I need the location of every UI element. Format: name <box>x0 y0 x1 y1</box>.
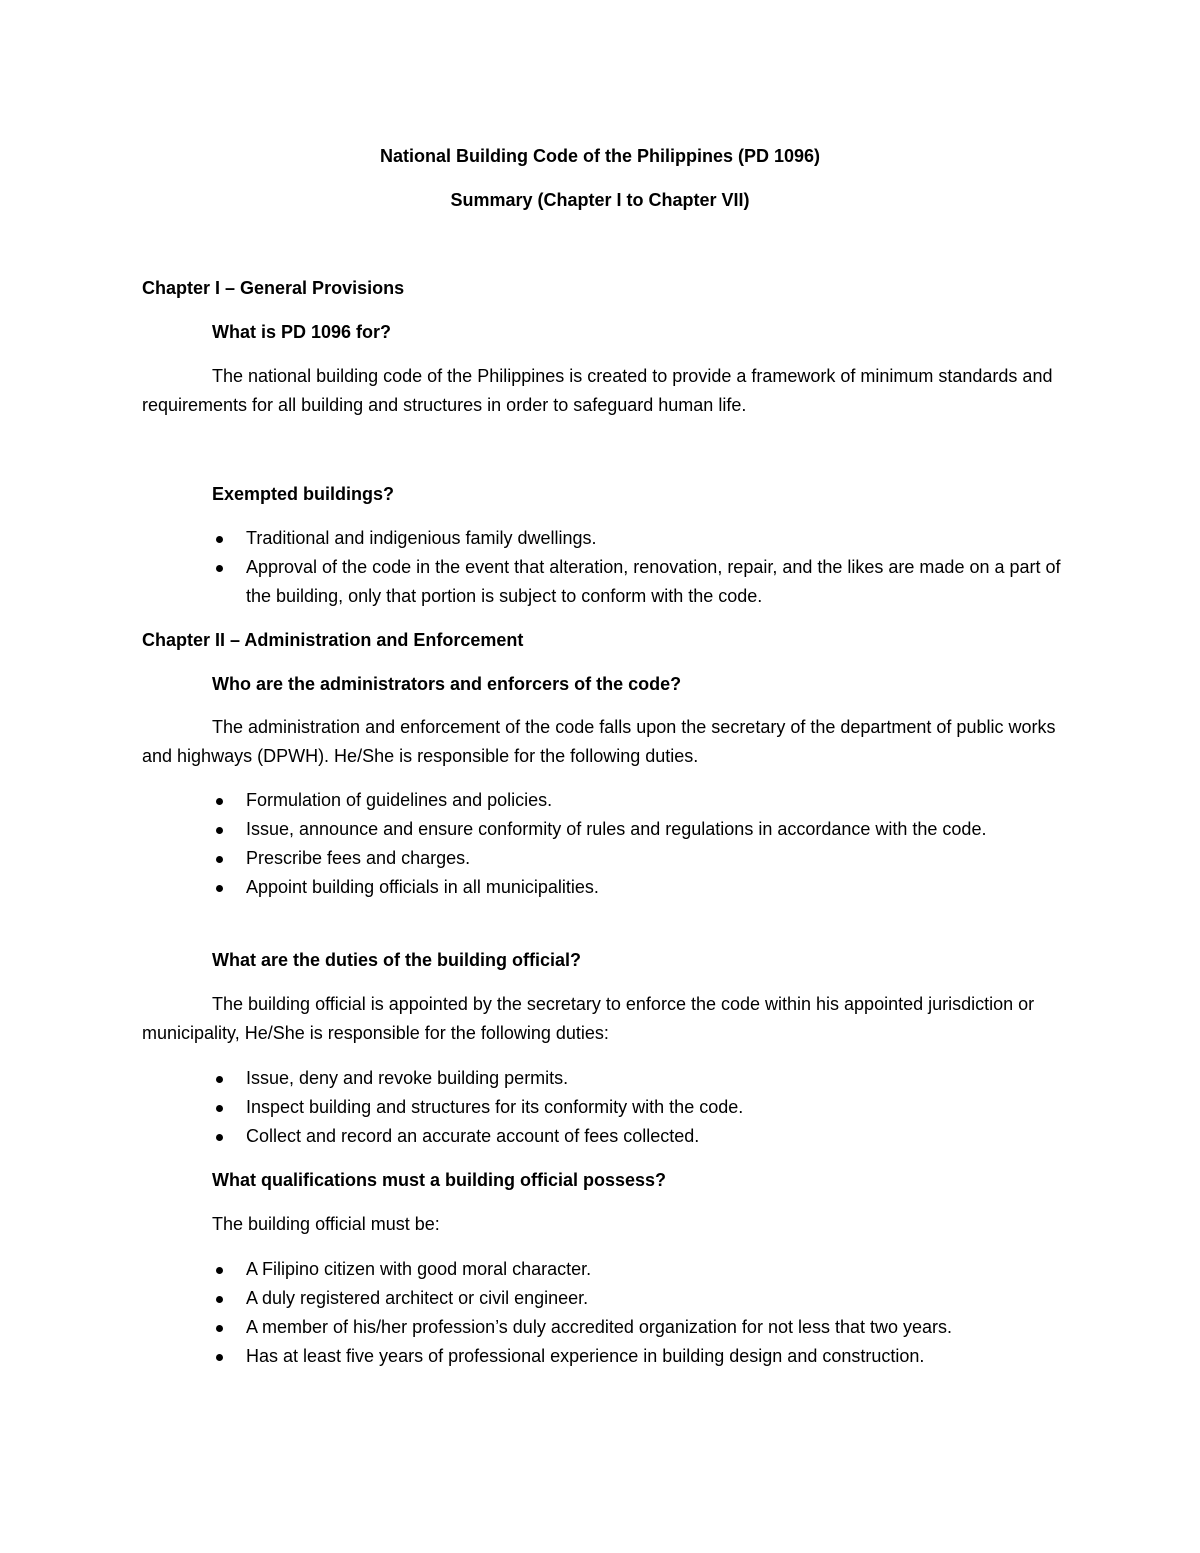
bullet-icon <box>216 1134 223 1141</box>
list-item: Inspect building and structures for its conformity with the code. <box>212 1093 1072 1122</box>
document-subtitle: Summary (Chapter I to Chapter VII) <box>450 190 750 210</box>
qualifications-list <box>212 1255 1072 1371</box>
official-duties-list <box>212 1064 1072 1151</box>
chapter-2-paragraph-administrators: The administration and enforcement of the code falls upon the secretary of the department of public works and highways (DPWH). He/She is responsible for the following duties. <box>142 717 1056 766</box>
list-item: Prescribe fees and charges. <box>212 844 1072 873</box>
list-item: Issue, announce and ensure conformity of rules and regulations in accordance with the code. <box>212 815 1072 844</box>
list-item: A Filipino citizen with good moral character. <box>212 1255 1072 1284</box>
list-item: Formulation of guidelines and policies. <box>212 786 1072 815</box>
chapter-2-paragraph-official-duties: The building official is appointed by the secretary to enforce the code within his appointed jurisdiction or municipality, He/She is responsible for the following duties: <box>142 994 1035 1043</box>
list-item: Traditional and indigenious family dwellings. <box>212 524 1072 553</box>
chapter-2-question-qualifications: What qualifications must a building official possess? <box>212 1170 667 1190</box>
exempted-list <box>212 524 1072 611</box>
list-item: Approval of the code in the event that alteration, renovation, repair, and the likes are made on a part of the building, only that portion is subject to conform with the code. <box>212 553 1072 611</box>
bullet-icon <box>216 827 223 834</box>
bullet-icon <box>216 1354 223 1361</box>
list-item: A member of his/her profession’s duly accredited organization for not less that two years. <box>212 1313 1072 1342</box>
chapter-1-heading: Chapter I – General Provisions <box>142 278 405 298</box>
list-item: Appoint building officials in all municipalities. <box>212 873 1072 902</box>
secretary-duties-list <box>212 786 1072 902</box>
bullet-icon <box>216 1267 223 1274</box>
chapter-1-paragraph-purpose: The national building code of the Philippines is created to provide a framework of minimum standards and requirements for all building and structures in order to safeguard human life. <box>142 366 1053 415</box>
list-item: Has at least five years of professional experience in building design and construction. <box>212 1342 1072 1371</box>
chapter-1-question-exempted: Exempted buildings? <box>212 484 395 504</box>
bullet-icon <box>216 798 223 805</box>
bullet-icon <box>216 1296 223 1303</box>
chapter-2-question-official-duties: What are the duties of the building official? <box>212 950 581 970</box>
list-item: Collect and record an accurate account of fees collected. <box>212 1122 1072 1151</box>
bullet-icon <box>216 565 223 572</box>
bullet-icon <box>216 1325 223 1332</box>
chapter-2-heading: Chapter II – Administration and Enforcement <box>142 630 524 650</box>
bullet-icon <box>216 1105 223 1112</box>
chapter-1-question-purpose: What is PD 1096 for? <box>212 322 392 342</box>
chapter-2-paragraph-qualifications: The building official must be: <box>212 1214 440 1234</box>
list-item: A duly registered architect or civil engineer. <box>212 1284 1072 1313</box>
document-title: National Building Code of the Philippines (PD 1096) <box>379 146 821 166</box>
list-item: Issue, deny and revoke building permits. <box>212 1064 1072 1093</box>
bullet-icon <box>216 536 223 543</box>
bullet-icon <box>216 885 223 892</box>
bullet-icon <box>216 856 223 863</box>
chapter-2-question-administrators: Who are the administrators and enforcers of the code? <box>212 674 682 694</box>
bullet-icon <box>216 1076 223 1083</box>
